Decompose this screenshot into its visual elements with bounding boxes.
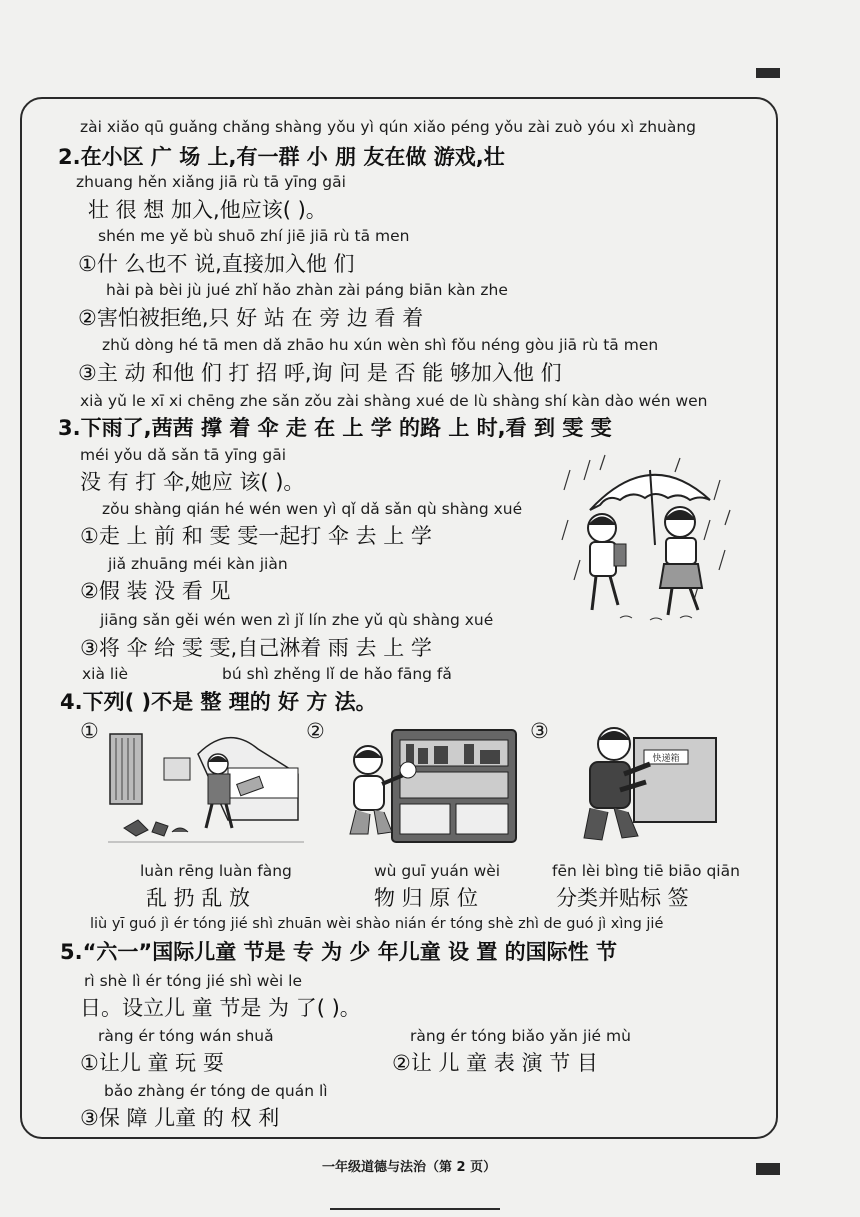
q3-text-line1: 3.下雨了,茜茜 撑 着 伞 走 在 上 学 的路 上 时,看 到 雯 雯 bbox=[58, 416, 612, 440]
bottom-rule bbox=[330, 1208, 500, 1210]
label-box-illustration bbox=[580, 724, 720, 848]
q5-pinyin-line1: liù yī guó jì ér tóng jié shì zhuān wèi shào nián ér tóng shè zhì de guó jì xìng jié bbox=[90, 916, 664, 932]
q5-text-line1: 5.“六一”国际儿童 节是 专 为 少 年儿童 设 置 的国际性 节 bbox=[60, 940, 617, 964]
q4-picture2-caption: 物 归 原 位 bbox=[374, 886, 479, 910]
q2-text-line2: 壮 很 想 加入,他应该( )。 bbox=[88, 198, 327, 222]
q2-option2-pinyin: hài pà bèi jù jué zhǐ hǎo zhàn zài páng biān kàn zhe bbox=[106, 281, 508, 299]
q4-question-text: 4.下列( )不是 整 理的 好 方 法。 bbox=[60, 690, 377, 714]
corner-mark-top bbox=[756, 68, 780, 78]
rain-umbrella-illustration bbox=[560, 450, 740, 625]
q4-picture1-marker: ① bbox=[80, 719, 99, 743]
q4-picture1-pinyin: luàn rēng luàn fàng bbox=[140, 862, 292, 880]
q2-option1-text: ①什 么也不 说,直接加入他 们 bbox=[78, 252, 355, 276]
q5-option3-text: ③保 障 儿童 的 权 利 bbox=[80, 1106, 280, 1130]
q3-pinyin-line1: xià yǔ le xī xi chēng zhe sǎn zǒu zài shàng xué de lù shàng shí kàn dào wén wen bbox=[80, 392, 708, 410]
q2-pinyin-line1: zài xiǎo qū guǎng chǎng shàng yǒu yì qún xiǎo péng yǒu zài zuò yóu xì zhuàng bbox=[80, 118, 696, 136]
q5-option2-text: ②让 儿 童 表 演 节 目 bbox=[392, 1051, 598, 1075]
q5-option3-pinyin: bǎo zhàng ér tóng de quán lì bbox=[104, 1082, 328, 1100]
q2-text-line1: 2.在小区 广 场 上,有一群 小 朋 友在做 游戏,壮 bbox=[58, 145, 505, 169]
q5-option1-pinyin: ràng ér tóng wán shuǎ bbox=[98, 1027, 274, 1045]
q2-option3-text: ③主 动 和他 们 打 招 呼,询 问 是 否 能 够加入他 们 bbox=[78, 361, 562, 385]
page-footer: 一年级道德与法治（第 2 页） bbox=[322, 1160, 497, 1175]
messy-room-illustration bbox=[108, 724, 304, 844]
q4-pinyin-a: xià liè bbox=[82, 665, 129, 683]
q3-text-line2: 没 有 打 伞,她应 该( )。 bbox=[80, 470, 305, 494]
corner-mark-bottom bbox=[756, 1163, 780, 1175]
q4-picture3-marker: ③ bbox=[530, 719, 549, 743]
box-label-text: 快递箱 bbox=[652, 754, 680, 764]
q5-pinyin-line2: rì shè lì ér tóng jié shì wèi le bbox=[84, 972, 302, 990]
q4-picture1-caption: 乱 扔 乱 放 bbox=[146, 886, 251, 910]
q2-option3-pinyin: zhǔ dòng hé tā men dǎ zhāo hu xún wèn shì fǒu néng gòu jiā rù tā men bbox=[102, 336, 659, 354]
q5-option2-pinyin: ràng ér tóng biǎo yǎn jié mù bbox=[410, 1027, 631, 1045]
q3-option1-text: ①走 上 前 和 雯 雯一起打 伞 去 上 学 bbox=[80, 524, 432, 548]
q5-text-line2: 日。设立儿 童 节是 为 了( )。 bbox=[80, 996, 361, 1020]
q3-option1-pinyin: zǒu shàng qián hé wén wen yì qǐ dǎ sǎn qù shàng xué bbox=[102, 500, 523, 518]
q4-picture2-pinyin: wù guī yuán wèi bbox=[374, 862, 501, 880]
q3-option3-pinyin: jiāng sǎn gěi wén wen zì jǐ lín zhe yǔ qù shàng xué bbox=[100, 611, 494, 629]
q3-option2-pinyin: jiǎ zhuāng méi kàn jiàn bbox=[108, 555, 288, 573]
q2-option2-text: ②害怕被拒绝,只 好 站 在 旁 边 看 着 bbox=[78, 306, 424, 330]
tidy-shelf-illustration bbox=[344, 722, 524, 846]
q4-picture3-pinyin: fēn lèi bìng tiē biāo qiān bbox=[552, 862, 740, 880]
q4-pinyin-b: bú shì zhěng lǐ de hǎo fāng fǎ bbox=[222, 665, 452, 683]
q2-option1-pinyin: shén me yě bù shuō zhí jiē jiā rù tā men bbox=[98, 227, 410, 245]
q3-option2-text: ②假 装 没 看 见 bbox=[80, 579, 231, 603]
q5-option1-text: ①让儿 童 玩 耍 bbox=[80, 1051, 224, 1075]
q3-pinyin-line2: méi yǒu dǎ sǎn tā yīng gāi bbox=[80, 446, 287, 464]
q4-picture2-marker: ② bbox=[306, 719, 325, 743]
q3-option3-text: ③将 伞 给 雯 雯,自己淋着 雨 去 上 学 bbox=[80, 636, 432, 660]
q4-picture3-caption: 分类并贴标 签 bbox=[556, 886, 689, 910]
q2-pinyin-line2: zhuang hěn xiǎng jiā rù tā yīng gāi bbox=[76, 173, 346, 191]
